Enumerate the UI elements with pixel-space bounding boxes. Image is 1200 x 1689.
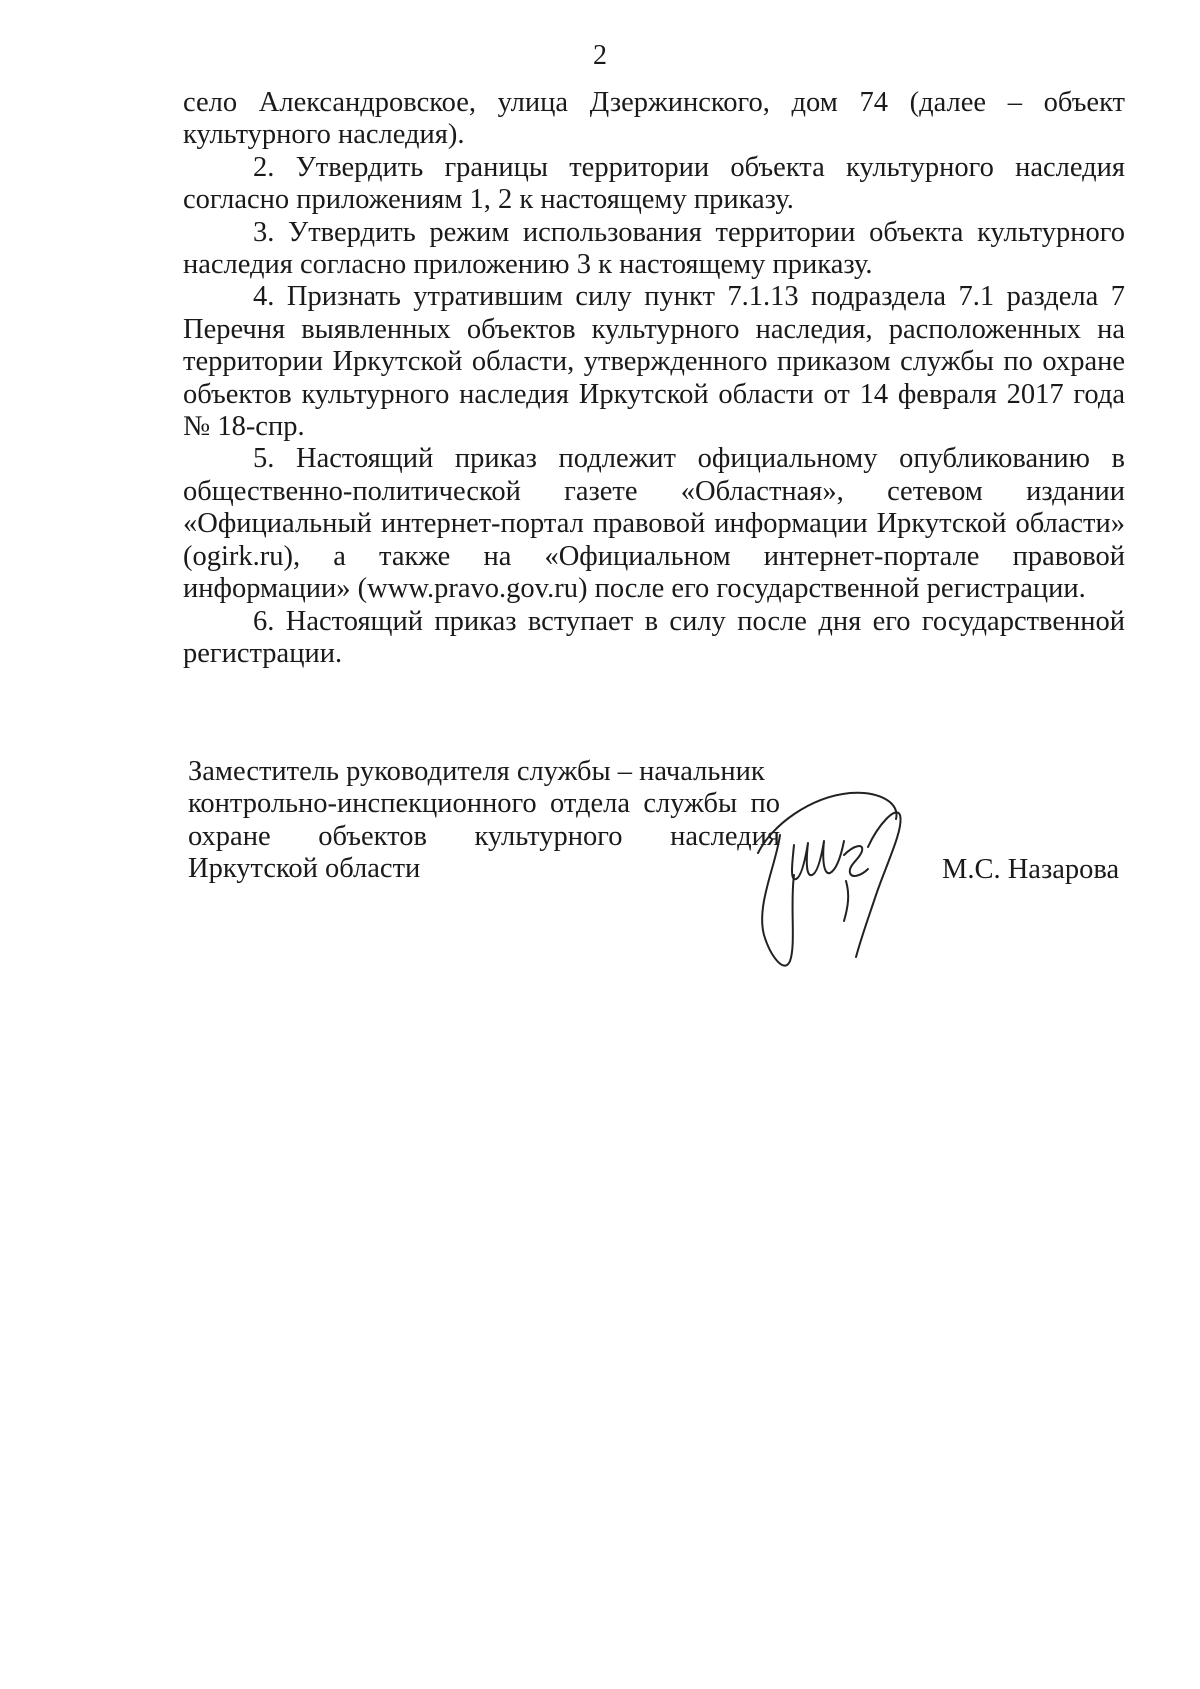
paragraph-item-4: 4. Признать утратившим силу пункт 7.1.13 подраздела 7.1 раздела 7 Перечня выявленных объектов культурного наследия, расположенных на территории Иркутской области, утвержденного приказом службы по охране объектов культурного наследия Иркутской области от 14 февраля 2017 года № 18-спр.	[183, 281, 1125, 443]
paragraph-item-5: 5. Настоящий приказ подлежит официальному опубликованию в общественно-политической газете «Областная», сетевом издании «Официальный интернет-портал правовой информации Иркутской области» (ogirk.ru), а также на «Официальном интернет-портале правовой информации» (www.pravo.gov.ru) после его государственной регистрации.	[183, 443, 1125, 605]
paragraph-item-2: 2. Утвердить границы территории объекта культурного наследия согласно приложениям 1, 2 к настоящему приказу.	[183, 151, 1125, 216]
signer-position	[188, 756, 780, 886]
handwritten-signature	[750, 785, 930, 975]
paragraph-item-6: 6. Настоящий приказ вступает в силу после дня его государственной регистрации.	[183, 605, 1125, 669]
signer-position-line: Иркутской области	[188, 853, 421, 885]
signer-position-line: Заместитель руководителя службы – начальник	[188, 756, 765, 787]
signer-name: М.С. Назарова	[942, 854, 1120, 885]
signer-position-line: охране объектов культурного наследия	[188, 820, 780, 852]
paragraph-item-3: 3. Утвердить режим использования территории объекта культурного наследия согласно приложению 3 к настоящему приказу.	[183, 216, 1125, 281]
page-number: 2	[593, 40, 607, 71]
paragraph-continuation: село Александровское, улица Дзержинского, дом 74 (далее – объект культурного наследия).	[183, 87, 1125, 151]
document-body	[183, 87, 1125, 670]
signer-position-line: контрольно-инспекционного отдела службы по	[188, 788, 780, 820]
